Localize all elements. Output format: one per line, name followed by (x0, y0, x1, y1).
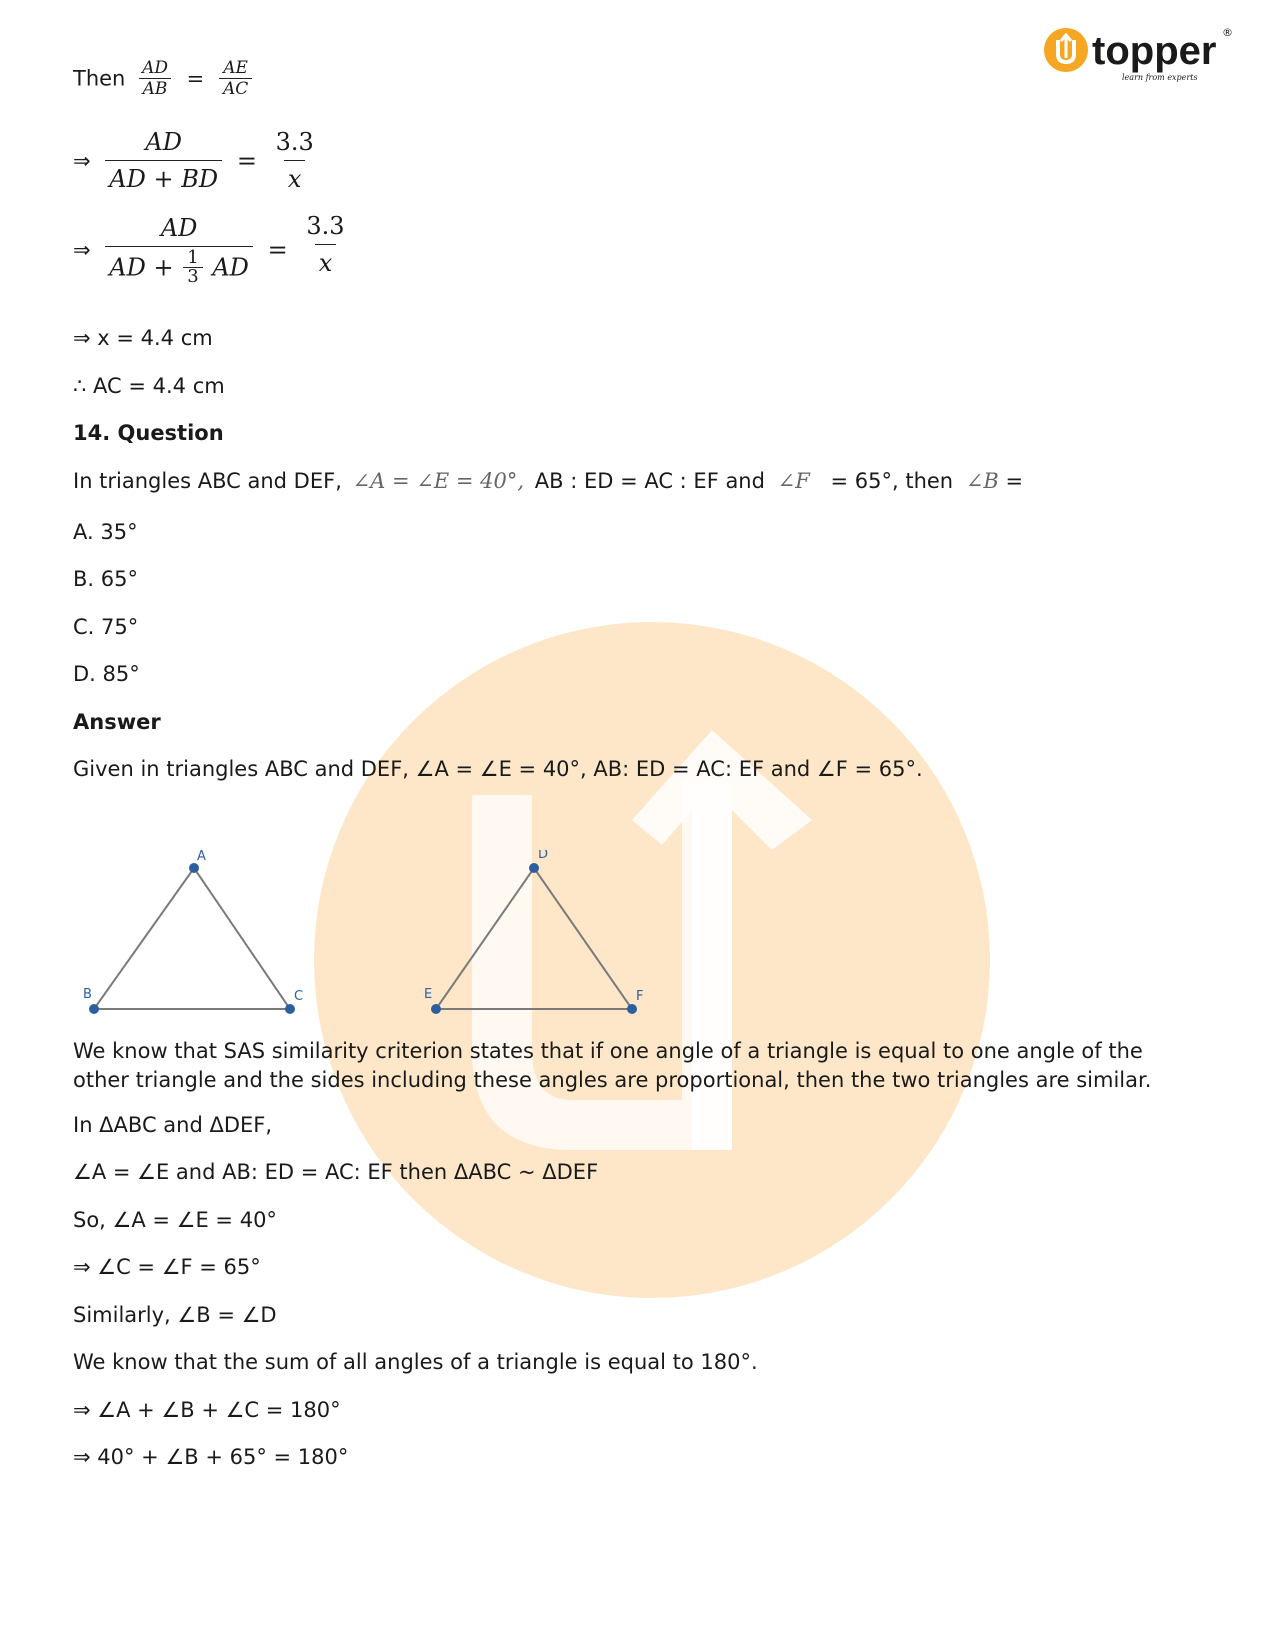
registered-mark: ® (1222, 26, 1233, 39)
fraction-ad-over-ad-plus-third-ad: AD AD + $\frac{1}{3}$ AD (105, 214, 253, 286)
point-d (529, 863, 539, 873)
equation-step-3: ⇒ AD AD + $\frac{1}{3}$ AD = $\frac{3.3}{x}$ (73, 214, 349, 286)
fraction-ad-over-ad-plus-bd: $\frac{AD}{AD + BD}$ (105, 128, 222, 193)
triangles-diagram (78, 850, 678, 1050)
fraction-3-3-over-x: $\frac{3.3}{x}$ (275, 128, 314, 193)
result-x: ⇒ x = 4.4 cm (73, 326, 213, 350)
solution-line: In ΔABC and ΔDEF, (73, 1113, 273, 1137)
implies-arrow: ⇒ (73, 148, 91, 173)
label-a: A (197, 850, 206, 864)
point-a (189, 863, 199, 873)
question-heading: 14. Question (73, 421, 224, 445)
label-d: D (538, 850, 549, 862)
equation-step-2: ⇒ $\frac{AD}{AD + BD}$ = $\frac{3.3}{x}$ (73, 128, 318, 193)
point-e (431, 1004, 441, 1014)
fraction-3-3-over-x: $\frac{3.3}{x}$ (306, 212, 345, 277)
fraction-ad-ab: $\frac{AD}{AB}$ (138, 58, 172, 99)
given-statement: Given in triangles ABC and DEF, ∠A = ∠E = 40°, AB: ED = AC: EF and ∠F = 65°. (73, 757, 923, 781)
label-f: F (636, 989, 644, 1004)
point-c (285, 1004, 295, 1014)
solution-line: ⇒ 40° + ∠B + 65° = 180° (73, 1445, 349, 1469)
solution-line: ⇒ ∠C = ∠F = 65° (73, 1255, 261, 1279)
implies-arrow: ⇒ (73, 238, 91, 262)
label-e: E (424, 987, 433, 1002)
solution-line: ⇒ ∠A + ∠B + ∠C = 180° (73, 1398, 341, 1422)
question-text: In triangles ABC and DEF, ∠A = ∠E = 40°, AB : ED = AC : EF and ∠F = 65°, then ∠B = (73, 469, 1024, 493)
solution-line: Similarly, ∠B = ∠D (73, 1303, 277, 1327)
sas-criterion-paragraph: We know that SAS similarity criterion states that if one angle of a triangle is equal to one angle of the other triangle and the sides including these angles are proportional, then the two triangles are similar. (73, 1039, 1152, 1092)
solution-line: ∠A = ∠E and AB: ED = AC: EF then ΔABC ~ ΔDEF (73, 1160, 599, 1184)
solution-line: We know that the sum of all angles of a triangle is equal to 180°. (73, 1350, 758, 1374)
option-c: C. 75° (73, 615, 139, 639)
solution-line: So, ∠A = ∠E = 40° (73, 1208, 277, 1232)
option-a: A. 35° (73, 520, 138, 544)
option-b: B. 65° (73, 567, 138, 591)
logo-tagline: learn from experts (1122, 73, 1198, 82)
answer-heading: Answer (73, 710, 161, 734)
triangle-def (424, 850, 643, 1014)
logo-brand: topper (1092, 29, 1217, 73)
point-b (89, 1004, 99, 1014)
result-ac: ∴ AC = 4.4 cm (73, 374, 225, 398)
label-c: C (294, 989, 304, 1004)
point-f (627, 1004, 637, 1014)
equation-then: Then $\frac{AD}{AB}$ = $\frac{AE}{AC}$ (73, 58, 252, 99)
option-d: D. 85° (73, 662, 140, 686)
triangle-abc (83, 850, 303, 1014)
then-label: Then (73, 66, 126, 91)
label-b: B (83, 987, 92, 1002)
fraction-ae-ac: $\frac{AE}{AC}$ (219, 58, 252, 99)
topper-logo (1040, 22, 1240, 92)
